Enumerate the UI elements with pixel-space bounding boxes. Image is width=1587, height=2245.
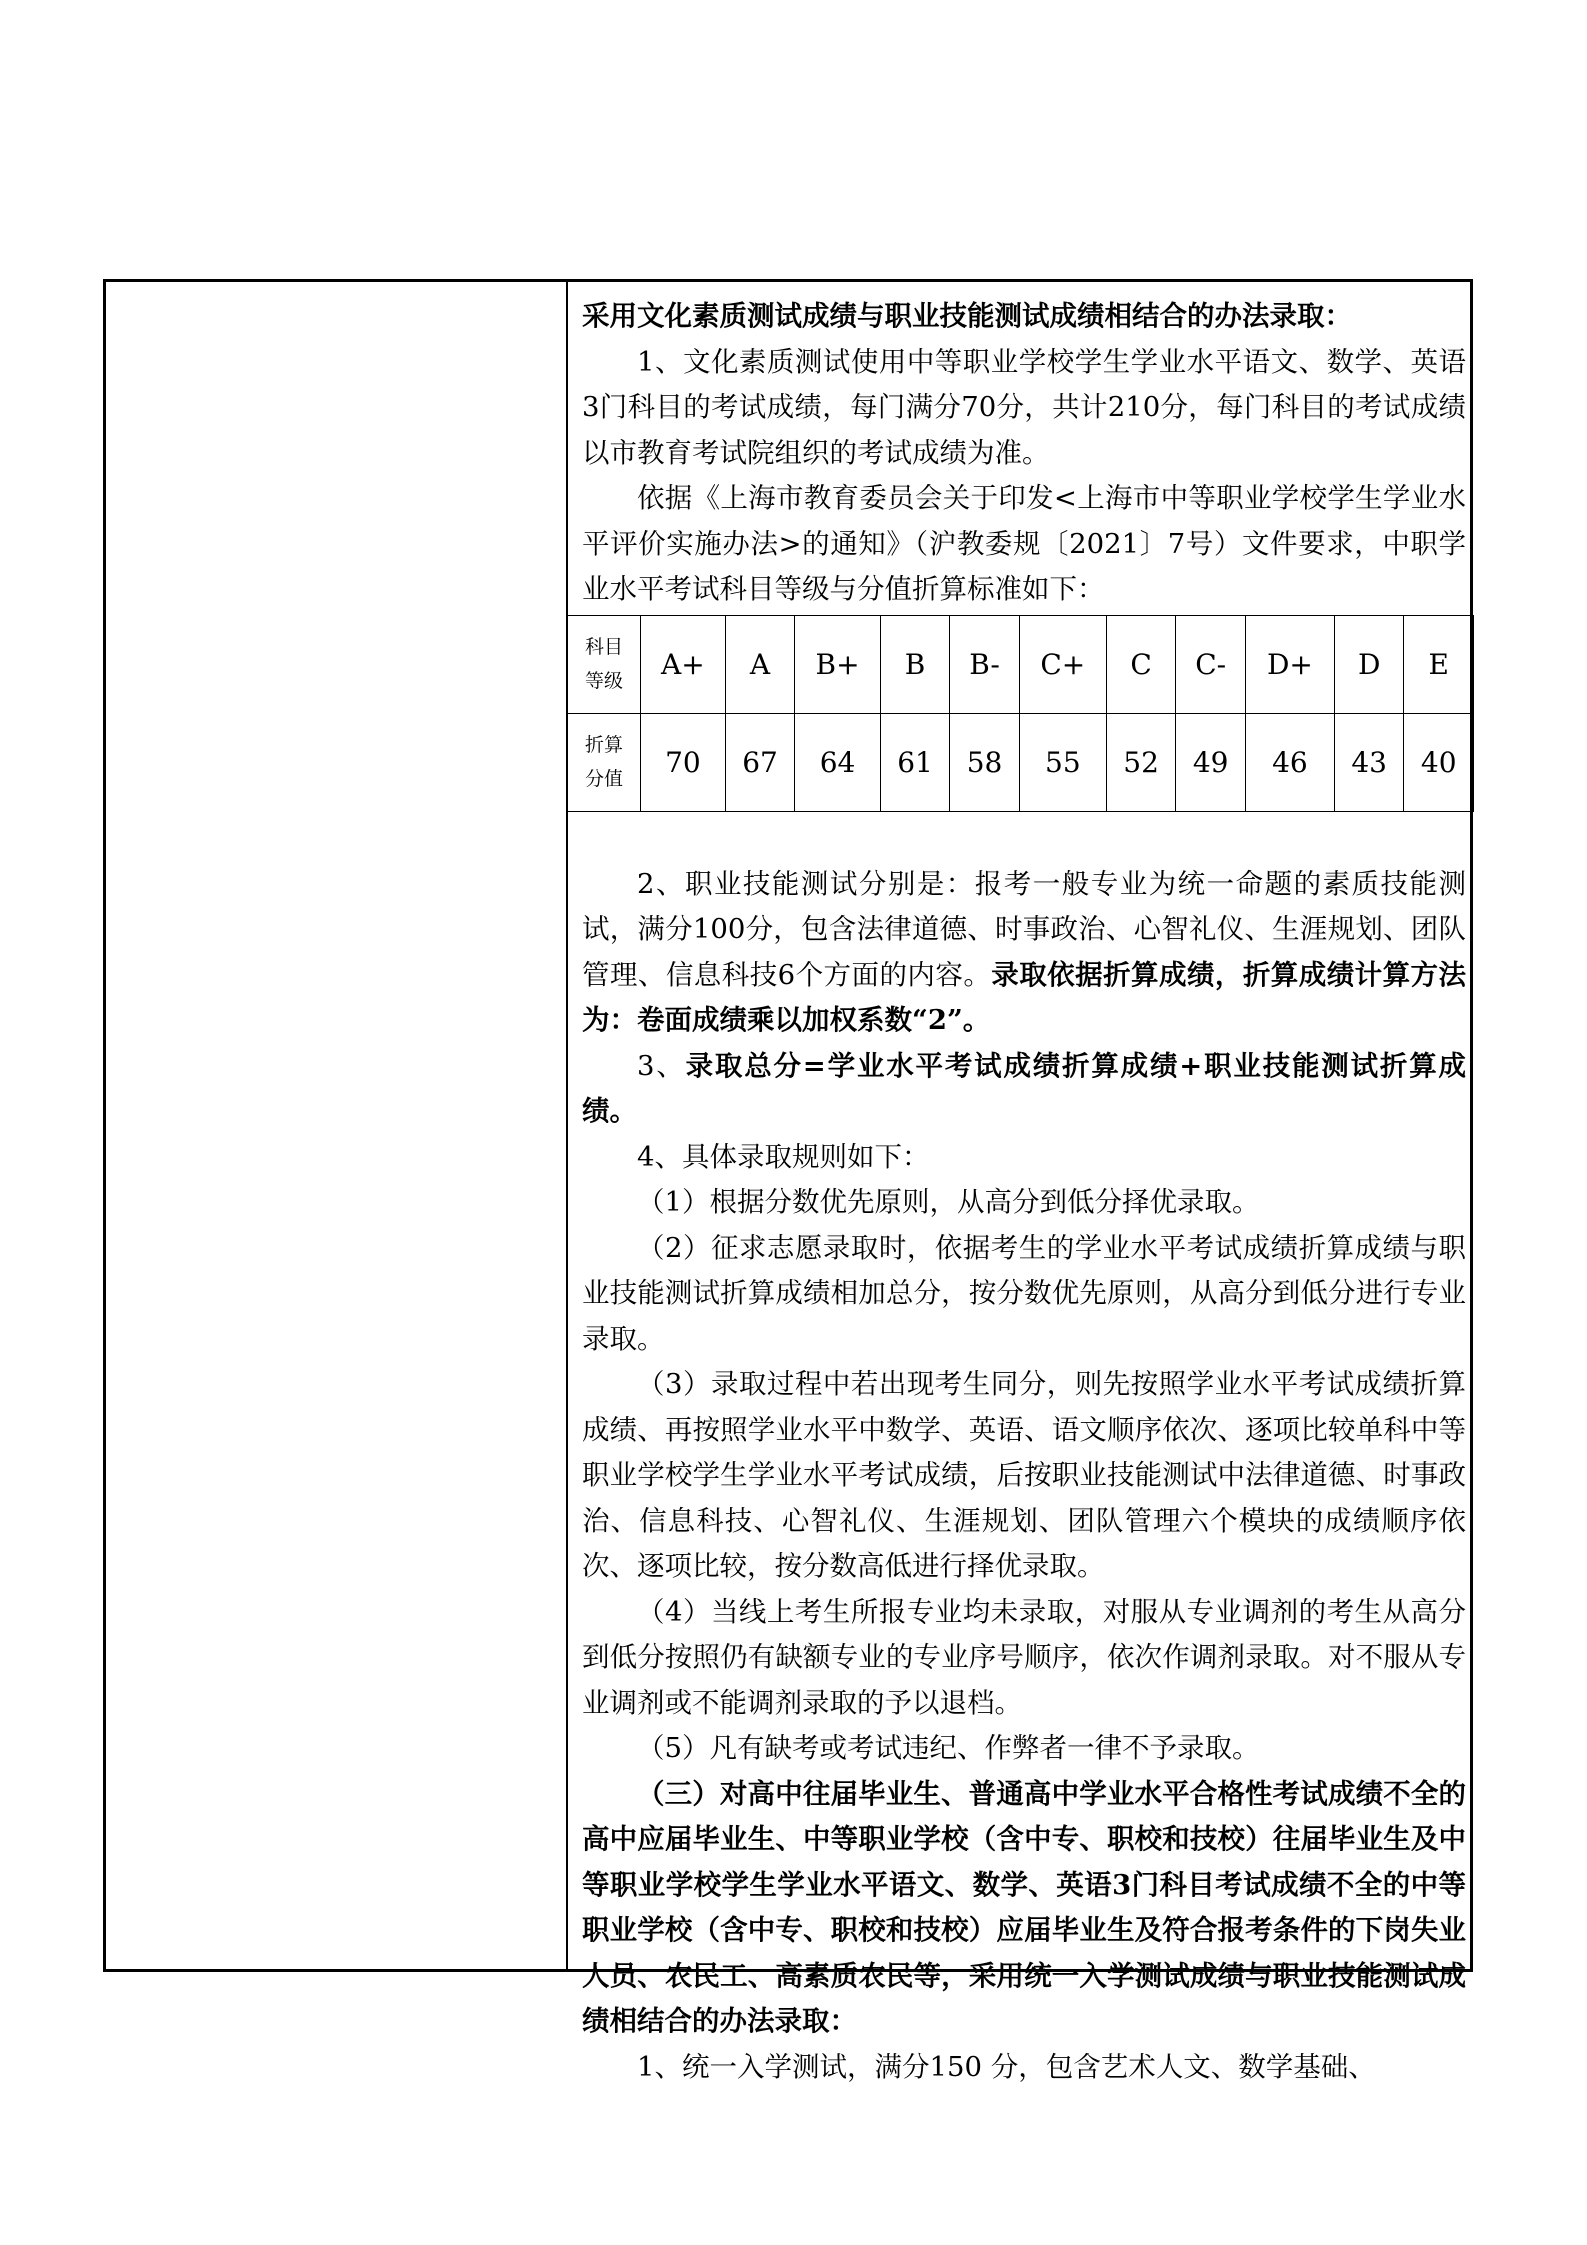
table-row-scores [568,713,1474,811]
paragraph-culture-test: 1、文化素质测试使用中等职业学校学生学业水平语文、数学、英语3门科目的考试成绩，每门满分70分，共计210分，每门科目的考试成绩以市教育考试院组织的考试成绩为准。 [582,345,1466,469]
score-cell: 67 [725,713,795,811]
paragraph-unified-test: 1、统一入学测试，满分150 分，包含艺术人文、数学基础、 [637,2050,1376,2083]
total-score-bold: 录取总分=学业水平考试成绩折算成绩+职业技能测试折算成绩。 [582,1049,1466,1127]
grade-cell: B- [950,615,1020,713]
grade-cell: C+ [1019,615,1106,713]
section-3-heading: （三）对高中往届毕业生、普通高中学业水平合格性考试成绩不全的高中应届毕业生、中等职业学校（含中专、职校和技校）往届毕业生及中等职业学校学生学业水平语文、数学、英语3门科目考试成绩不全的中等职业学校（含中专、职校和技校）应届毕业生及符合报考条件的下岗失业人员、农民工、高素质农民等，采用统一入学测试成绩与职业技能测试成绩相结合的办法录取： [582,1777,1466,2037]
rule-1: （1）根据分数优先原则，从高分到低分择优录取。 [637,1186,1260,1218]
score-cell: 40 [1404,713,1474,811]
left-empty-cell [106,282,568,1969]
header-cell-subject-grade: 科目 等级 [568,615,641,713]
score-cell: 61 [880,713,950,811]
grade-cell: E [1404,615,1474,713]
score-cell: 58 [950,713,1020,811]
paragraph-basis: 依据《上海市教育委员会关于印发<上海市中等职业学校学生学业水平评价实施办法>的通知》（沪教委规〔2021〕7号）文件要求，中职学业水平考试科目等级与分值折算标准如下： [582,482,1466,605]
grade-cell: B+ [795,615,880,713]
header-cell-converted-score: 折算 分值 [568,713,641,811]
score-cell: 46 [1245,713,1334,811]
score-cell: 70 [641,713,726,811]
paragraph-skill-test [582,862,1466,1044]
table-row-grades [568,615,1474,713]
score-cell: 49 [1176,713,1246,811]
rule-5: （5）凡有缺考或考试违纪、作弊者一律不予录取。 [637,1732,1260,1764]
grade-cell: D+ [1245,615,1334,713]
grade-cell: C- [1176,615,1246,713]
score-cell: 43 [1334,713,1404,811]
grade-cell: D [1334,615,1404,713]
document-table-frame [103,279,1473,2083]
rule-2: （2）征求志愿录取时，依据考生的学业水平考试成绩折算成绩与职业技能测试折算成绩相加总分，按分数优先原则，从高分到低分进行专业录取。 [582,1231,1466,1355]
grade-cell: B [880,615,950,713]
paragraph-rules-intro: 4、具体录取规则如下： [637,1140,930,1173]
grade-conversion-table [567,615,1474,812]
score-cell: 64 [795,713,880,811]
skill-test-text: 2、职业技能测试分别是：报考一般专业为统一命题的素质技能测试，满分100分，包含法律道德、时事政治、心智礼仪、生涯规划、团队管理、信息科技6个方面的内容。 [582,867,1466,991]
intro-heading: 采用文化素质测试成绩与职业技能测试成绩相结合的办法录取： [582,300,1352,332]
total-score-prefix: 3、 [637,1049,686,1082]
rule-3: （3）录取过程中若出现考生同分，则先按照学业水平考试成绩折算成绩、再按照学业水平中数学、英语、语文顺序依次、逐项比较单科中等职业学校学生学业水平考试成绩，后按职业技能测试中法律道德、时事政治、信息科技、心智礼仪、生涯规划、团队管理六个模块的成绩顺序依次、逐项比较，按分数高低进行择优录取。 [582,1368,1466,1582]
grade-cell: C [1106,615,1176,713]
score-cell: 55 [1019,713,1106,811]
grade-cell: A+ [641,615,726,713]
paragraph-total-score [582,1044,1466,1135]
grade-cell: A [725,615,795,713]
right-content-cell [582,294,1466,2090]
score-cell: 52 [1106,713,1176,811]
spacer [582,812,1466,862]
rule-4: （4）当线上考生所报专业均未录取，对服从专业调剂的考生从高分到低分按照仍有缺额专业的专业序号顺序，依次作调剂录取。对不服从专业调剂或不能调剂录取的予以退档。 [582,1595,1466,1719]
skill-test-bold: 录取依据折算成绩，折算成绩计算方法为：卷面成绩乘以加权系数“2”。 [582,958,1467,1036]
